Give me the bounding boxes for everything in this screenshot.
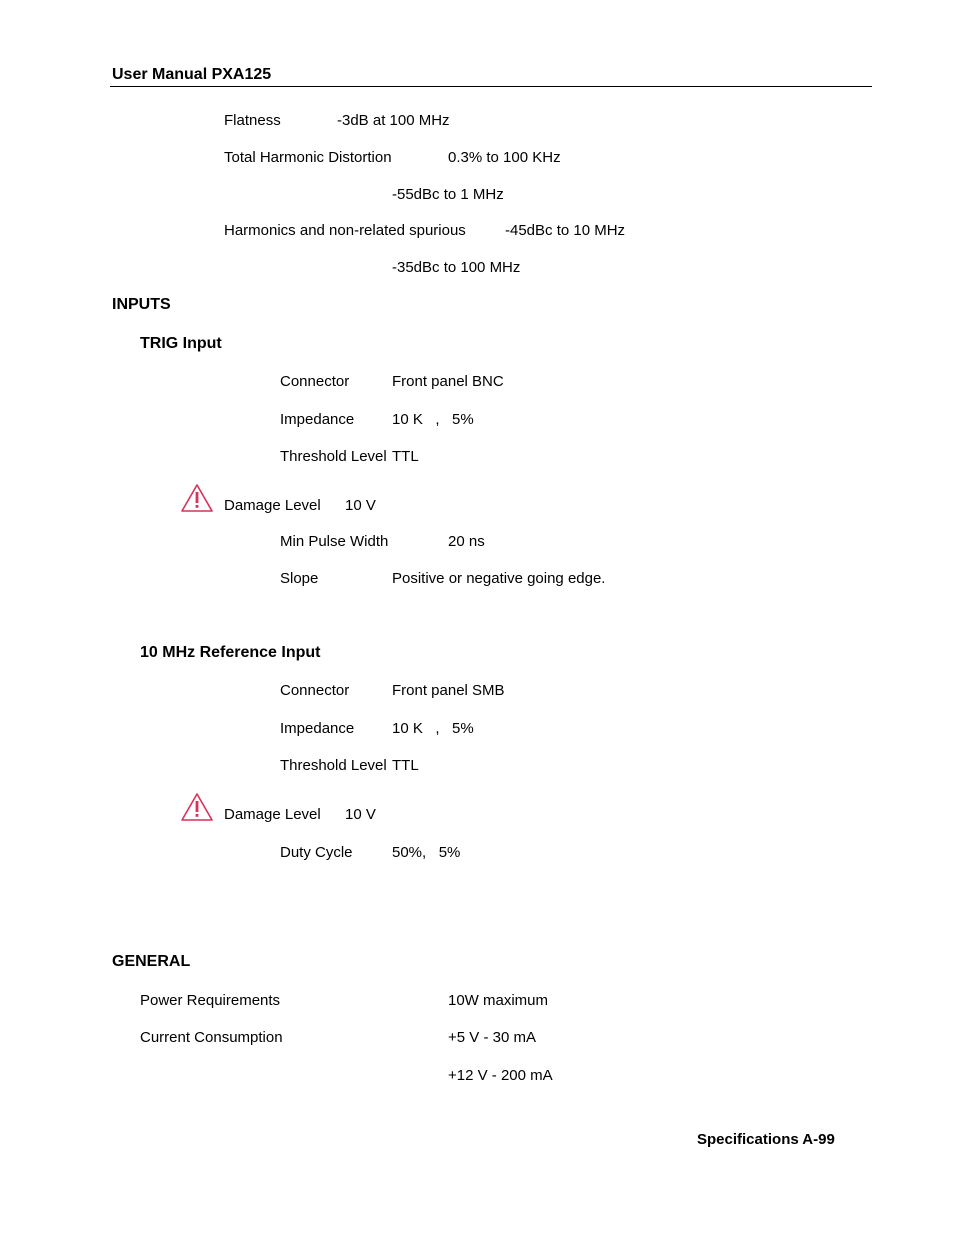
ref-impedance-value: 10 K , 5% <box>392 720 474 737</box>
trig-slope-value: Positive or negative going edge. <box>392 570 606 587</box>
thd-value-1: 0.3% to 100 KHz <box>448 149 561 166</box>
current-value-1: +5 V - 30 mA <box>448 1029 536 1046</box>
trig-connector-label: Connector <box>280 373 350 390</box>
power-label: Power Requirements <box>140 992 281 1009</box>
trig-impedance-value: 10 K , 5% <box>392 411 474 428</box>
harmonics-value-2: -35dBc to 100 MHz <box>392 259 521 276</box>
trig-damage-label: Damage Level <box>224 497 321 514</box>
inputs-heading: INPUTS <box>112 296 171 313</box>
thd-label: Total Harmonic Distortion <box>224 149 392 166</box>
ref-duty-label: Duty Cycle <box>280 844 353 861</box>
warning-icon <box>180 483 214 513</box>
ref-connector-label: Connector <box>280 682 350 699</box>
trig-slope-label: Slope <box>280 570 319 587</box>
harmonics-label: Harmonics and non-related spurious <box>224 222 466 239</box>
trig-threshold-label: Threshold Level <box>280 448 387 465</box>
header-rule <box>110 86 872 87</box>
warning-icon <box>180 792 214 822</box>
ref-damage-label: Damage Level <box>224 806 321 823</box>
ref-duty-value: 50%, 5% <box>392 844 461 861</box>
thd-value-2: -55dBc to 1 MHz <box>392 186 504 203</box>
flatness-label: Flatness <box>224 112 281 129</box>
harmonics-value-1: -45dBc to 10 MHz <box>505 222 626 239</box>
trig-min-pulse-value: 20 ns <box>448 533 485 550</box>
power-value: 10W maximum <box>448 992 549 1009</box>
flatness-value: -3dB at 100 MHz <box>337 112 450 129</box>
ref-threshold-label: Threshold Level <box>280 757 387 774</box>
trig-input-heading: TRIG Input <box>140 335 222 352</box>
trig-threshold-value: TTL <box>392 448 419 465</box>
ref-input-heading: 10 MHz Reference Input <box>140 644 321 661</box>
page-footer: Specifications A-99 <box>697 1131 835 1148</box>
ref-threshold-value: TTL <box>392 757 419 774</box>
ref-impedance-label: Impedance <box>280 720 355 737</box>
trig-damage-value: 10 V <box>345 497 376 514</box>
current-label: Current Consumption <box>140 1029 283 1046</box>
ref-connector-value: Front panel SMB <box>392 682 505 699</box>
trig-connector-value: Front panel BNC <box>392 373 504 390</box>
trig-min-pulse-label: Min Pulse Width <box>280 533 389 550</box>
general-heading: GENERAL <box>112 953 191 970</box>
page-header-title: User Manual PXA125 <box>112 66 272 83</box>
current-value-2: +12 V - 200 mA <box>448 1067 553 1084</box>
ref-damage-value: 10 V <box>345 806 376 823</box>
trig-impedance-label: Impedance <box>280 411 355 428</box>
